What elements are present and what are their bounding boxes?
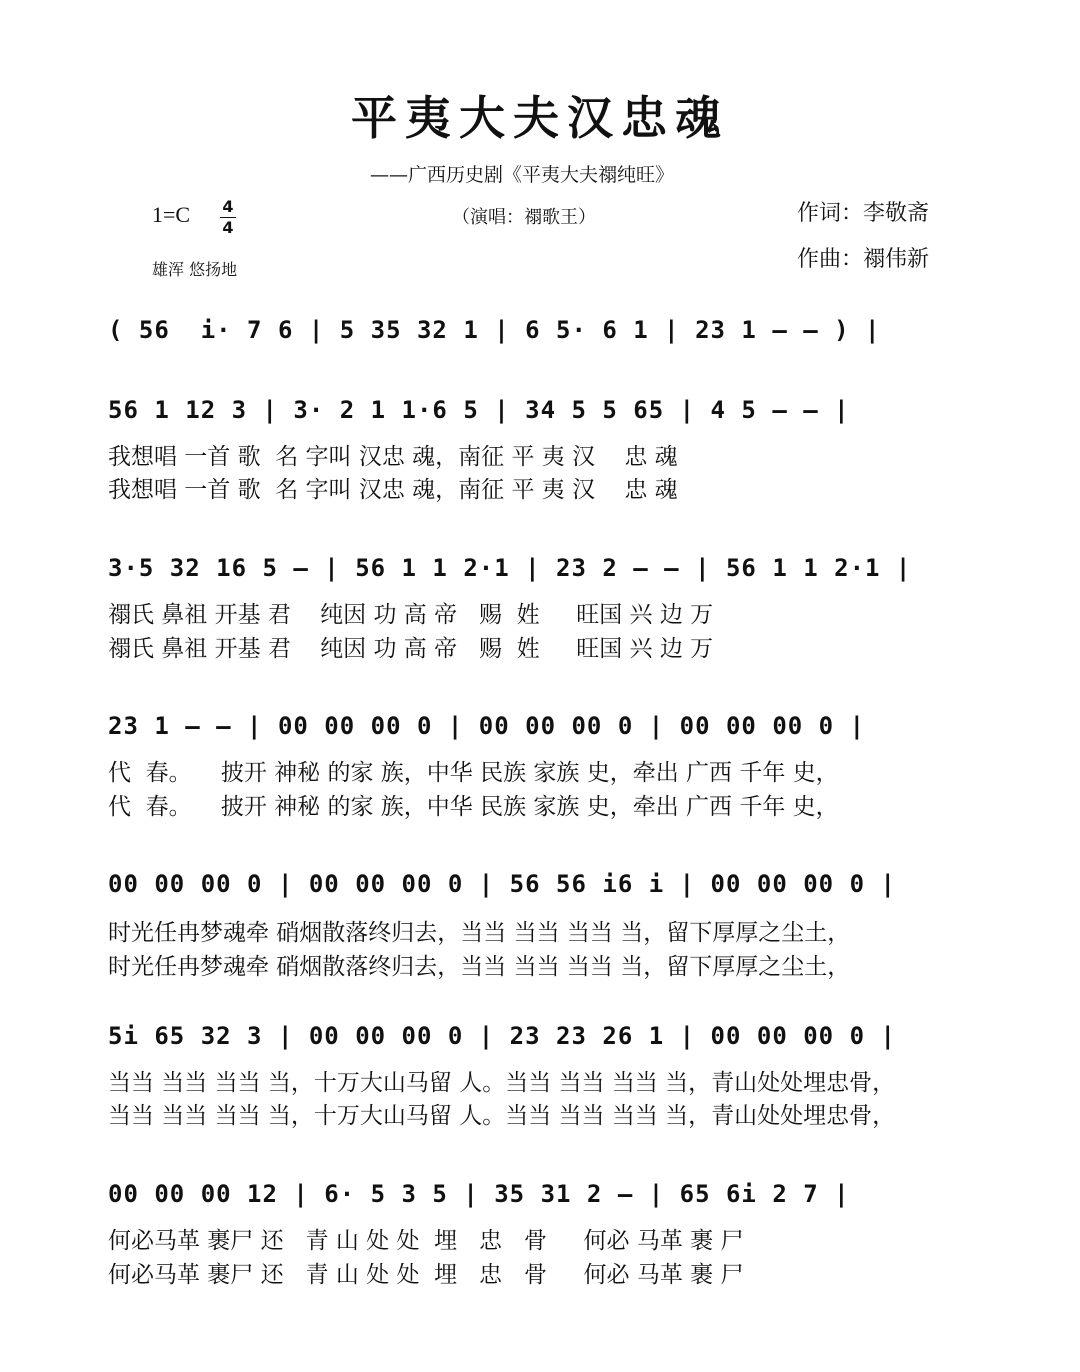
composer-credit: 作曲：禤伟新 [797,247,930,272]
lyric-line-5a: 时光任冉梦魂牵 硝烟散落终归去，当当 当当 当当 当，留下厚厚之尘土， [108,920,851,946]
song-subtitle: ——广西历史剧《平夷大夫禤纯旺》 [370,164,675,186]
singer-credit: （演唱：禤歌王） [452,207,596,228]
tempo-marking: 雄浑 悠扬地 [152,260,238,279]
lyric-line-6a: 当当 当当 当当 当，十万大山马留 人。当当 当当 当当 当，青山处处埋忠骨， [108,1070,896,1096]
lyric-line-7b: 何必马革 裹尸 还 青 山 处 处 埋 忠 骨 何必 马革 裹 尸 [108,1262,744,1288]
lyric-line-6b: 当当 当当 当当 当，十万大山马留 人。当当 当当 当当 当，青山处处埋忠骨， [108,1103,896,1129]
lyric-line-2a: 我想唱 一首 歌 名 字叫 汉忠 魂，南征 平 夷 汉 忠 魂 [108,444,678,470]
lyric-line-2b: 我想唱 一首 歌 名 字叫 汉忠 魂，南征 平 夷 汉 忠 魂 [108,477,678,503]
notation-line-7: 00 00 00 12 | 6· 5 3 5 | 35 31 2 – | 65 6i 2 7 | [108,1180,850,1208]
lyric-line-7a: 何必马革 裹尸 还 青 山 处 处 埋 忠 骨 何必 马革 裹 尸 [108,1228,744,1254]
song-title: 平夷大夫汉忠魂 [351,91,729,145]
time-signature [220,198,236,237]
notation-line-4: 23 1 – – | 00 00 00 0 | 00 00 00 0 | 00 00 00 0 | [108,712,866,740]
notation-line-2: 56 1 12 3 | 3· 2 1 1·6 5 | 34 5 5 65 | 4 5 – – | [108,396,850,424]
lyric-line-4b: 代 春。 披开 神秘 的家 族，中华 民族 家族 史，牵出 广西 千年 史， [108,794,839,820]
lyric-line-5b: 时光任冉梦魂牵 硝烟散落终归去，当当 当当 当当 当，留下厚厚之尘土， [108,954,851,980]
lyric-line-3b: 禤氏 鼻祖 开基 君 纯因 功 高 帝 赐 姓 旺国 兴 边 万 [108,636,714,662]
lyric-line-3a: 禤氏 鼻祖 开基 君 纯因 功 高 帝 赐 姓 旺国 兴 边 万 [108,602,714,628]
notation-line-1: ( 56 i· 7 6 | 5 35 32 1 | 6 5· 6 1 | 23 1 – – ) | [108,316,881,344]
lyricist-credit: 作词：李敬斋 [797,201,930,226]
notation-line-3: 3·5 32 16 5 – | 56 1 1 2·1 | 23 2 – – | 56 1 1 2·1 | [108,554,912,582]
lyric-line-4a: 代 春。 披开 神秘 的家 族，中华 民族 家族 史，牵出 广西 千年 史， [108,760,839,786]
key-signature: 1=C [152,202,191,227]
time-signature-bottom: 4 [222,218,234,237]
notation-line-6: 5i 65 32 3 | 00 00 00 0 | 23 23 26 1 | 00 00 00 0 | [108,1022,896,1050]
time-signature-top: 4 [222,197,234,216]
notation-line-5: 00 00 00 0 | 00 00 00 0 | 56 56 i6 i | 00 00 00 0 | [108,870,896,898]
